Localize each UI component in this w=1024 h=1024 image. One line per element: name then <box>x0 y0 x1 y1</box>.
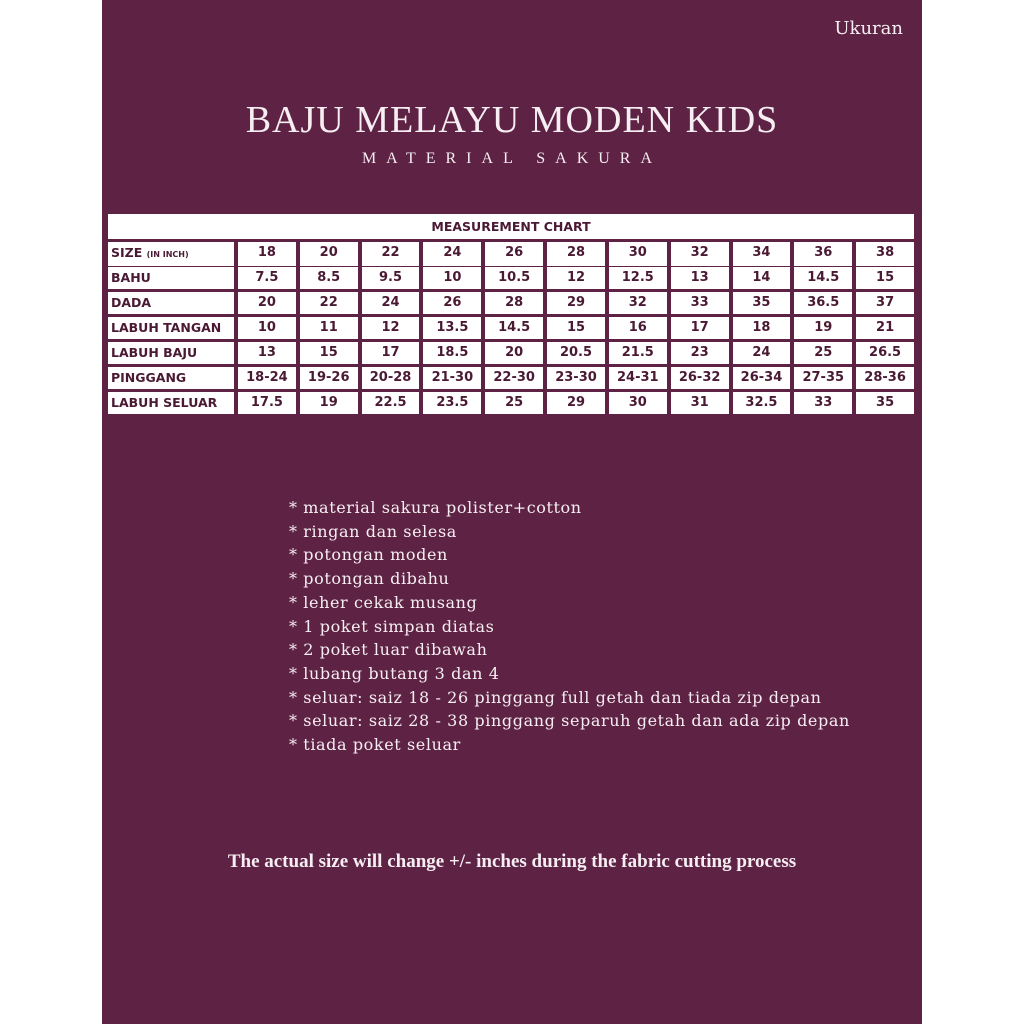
table-cell: 12 <box>547 267 605 289</box>
table-cell: 19 <box>300 392 358 414</box>
table-cell: 23.5 <box>423 392 481 414</box>
table-cell: 20-28 <box>362 367 420 389</box>
table-row <box>108 367 914 389</box>
table-row <box>108 292 914 314</box>
table-cell: 26-32 <box>671 367 729 389</box>
table-cell: 10 <box>423 267 481 289</box>
table-cell: 28 <box>485 292 543 314</box>
table-cell: 35 <box>856 392 914 414</box>
size-cell: 20 <box>300 242 358 266</box>
table-cell: 22 <box>300 292 358 314</box>
table-cell: 29 <box>547 292 605 314</box>
row-label: DADA <box>108 292 234 314</box>
row-label: BAHU <box>108 267 234 289</box>
size-cell: 30 <box>609 242 667 266</box>
table-cell: 25 <box>794 342 852 364</box>
footer-note: The actual size will change +/- inches during the fabric cutting process <box>227 851 797 872</box>
table-cell: 19-26 <box>300 367 358 389</box>
table-cell: 26.5 <box>856 342 914 364</box>
row-label: LABUH BAJU <box>108 342 234 364</box>
table-cell: 21 <box>856 317 914 339</box>
corner-label: Ukuran <box>834 18 903 39</box>
table-cell: 30 <box>609 392 667 414</box>
table-row <box>108 342 914 364</box>
size-cell: 38 <box>856 242 914 266</box>
table-row-size <box>108 242 914 264</box>
size-cell: 36 <box>794 242 852 266</box>
size-cell: 32 <box>671 242 729 266</box>
table-cell: 15 <box>300 342 358 364</box>
table-cell: 9.5 <box>362 267 420 289</box>
table-cell: 12 <box>362 317 420 339</box>
note-item: * potongan moden <box>289 545 448 565</box>
row-label: LABUH TANGAN <box>108 317 234 339</box>
table-cell: 22.5 <box>362 392 420 414</box>
table-cell: 10 <box>238 317 296 339</box>
note-item: * potongan dibahu <box>289 569 450 589</box>
table-cell: 24 <box>362 292 420 314</box>
table-cell: 16 <box>609 317 667 339</box>
table-cell: 20 <box>485 342 543 364</box>
table-cell: 14.5 <box>794 267 852 289</box>
size-cell: 26 <box>485 242 543 266</box>
table-cell: 36.5 <box>794 292 852 314</box>
table-row <box>108 317 914 339</box>
size-cell: 28 <box>547 242 605 266</box>
table-cell: 14 <box>733 267 791 289</box>
page-subtitle: MATERIAL SAKURA <box>361 150 663 167</box>
note-item: * seluar: saiz 28 - 38 pinggang separuh getah dan ada zip depan <box>289 711 850 731</box>
note-item: * material sakura polister+cotton <box>289 498 582 517</box>
note-item: * tiada poket seluar <box>289 735 461 755</box>
table-cell: 13 <box>238 342 296 364</box>
table-cell: 19 <box>794 317 852 339</box>
note-item: * seluar: saiz 18 - 26 pinggang full getah dan tiada zip depan <box>289 687 822 707</box>
table-cell: 20 <box>238 292 296 314</box>
table-cell: 32 <box>609 292 667 314</box>
size-cell: 34 <box>733 242 791 266</box>
table-cell: 10.5 <box>485 267 543 289</box>
measurement-table <box>108 214 914 414</box>
table-cell: 14.5 <box>485 317 543 339</box>
table-cell: 31 <box>671 392 729 414</box>
table-cell: 17 <box>671 317 729 339</box>
table-cell: 20.5 <box>547 342 605 364</box>
table-cell: 24 <box>733 342 791 364</box>
table-cell: 35 <box>733 292 791 314</box>
table-cell: 23 <box>671 342 729 364</box>
table-cell: 13.5 <box>423 317 481 339</box>
size-cell: 18 <box>238 242 296 266</box>
table-cell: 27-35 <box>794 367 852 389</box>
table-cell: 7.5 <box>238 267 296 289</box>
size-cell: 24 <box>423 242 481 266</box>
table-cell: 26-34 <box>733 367 791 389</box>
table-cell: 17.5 <box>238 392 296 414</box>
table-row <box>108 267 914 289</box>
table-cell: 15 <box>856 267 914 289</box>
table-cell: 22-30 <box>485 367 543 389</box>
table-cell: 13 <box>671 267 729 289</box>
table-cell: 18 <box>733 317 791 339</box>
table-cell: 28-36 <box>856 367 914 389</box>
table-cell: 17 <box>362 342 420 364</box>
table-cell: 23-30 <box>547 367 605 389</box>
row-label: LABUH SELUAR <box>108 392 234 414</box>
table-cell: 12.5 <box>609 267 667 289</box>
note-item: * 1 poket simpan diatas <box>289 616 495 636</box>
table-cell: 18.5 <box>423 342 481 364</box>
note-item: * leher cekak musang <box>289 592 478 612</box>
row-label: PINGGANG <box>108 367 234 389</box>
table-row <box>108 392 914 414</box>
page-title: BAJU MELAYU MODEN KIDS <box>245 99 779 141</box>
size-label: SIZE <box>111 245 143 260</box>
table-cell: 15 <box>547 317 605 339</box>
table-cell: 33 <box>671 292 729 314</box>
note-item: * 2 poket luar dibawah <box>289 640 488 660</box>
table-cell: 11 <box>300 317 358 339</box>
table-cell: 8.5 <box>300 267 358 289</box>
table-cell: 21-30 <box>423 367 481 389</box>
table-cell: 37 <box>856 292 914 314</box>
note-item: * lubang butang 3 dan 4 <box>289 663 500 683</box>
feature-notes <box>289 496 850 757</box>
size-cell: 22 <box>362 242 420 266</box>
table-cell: 33 <box>794 392 852 414</box>
table-cell: 18-24 <box>238 367 296 389</box>
note-item: * ringan dan selesa <box>289 521 457 541</box>
size-chart-panel <box>102 0 922 1024</box>
table-cell: 21.5 <box>609 342 667 364</box>
table-cell: 29 <box>547 392 605 414</box>
table-cell: 25 <box>485 392 543 414</box>
table-cell: 32.5 <box>733 392 791 414</box>
table-cell: 24-31 <box>609 367 667 389</box>
size-unit: (IN INCH) <box>146 250 189 259</box>
table-cell: 26 <box>423 292 481 314</box>
row-label <box>108 242 234 266</box>
table-heading: MEASUREMENT CHART <box>108 214 914 239</box>
